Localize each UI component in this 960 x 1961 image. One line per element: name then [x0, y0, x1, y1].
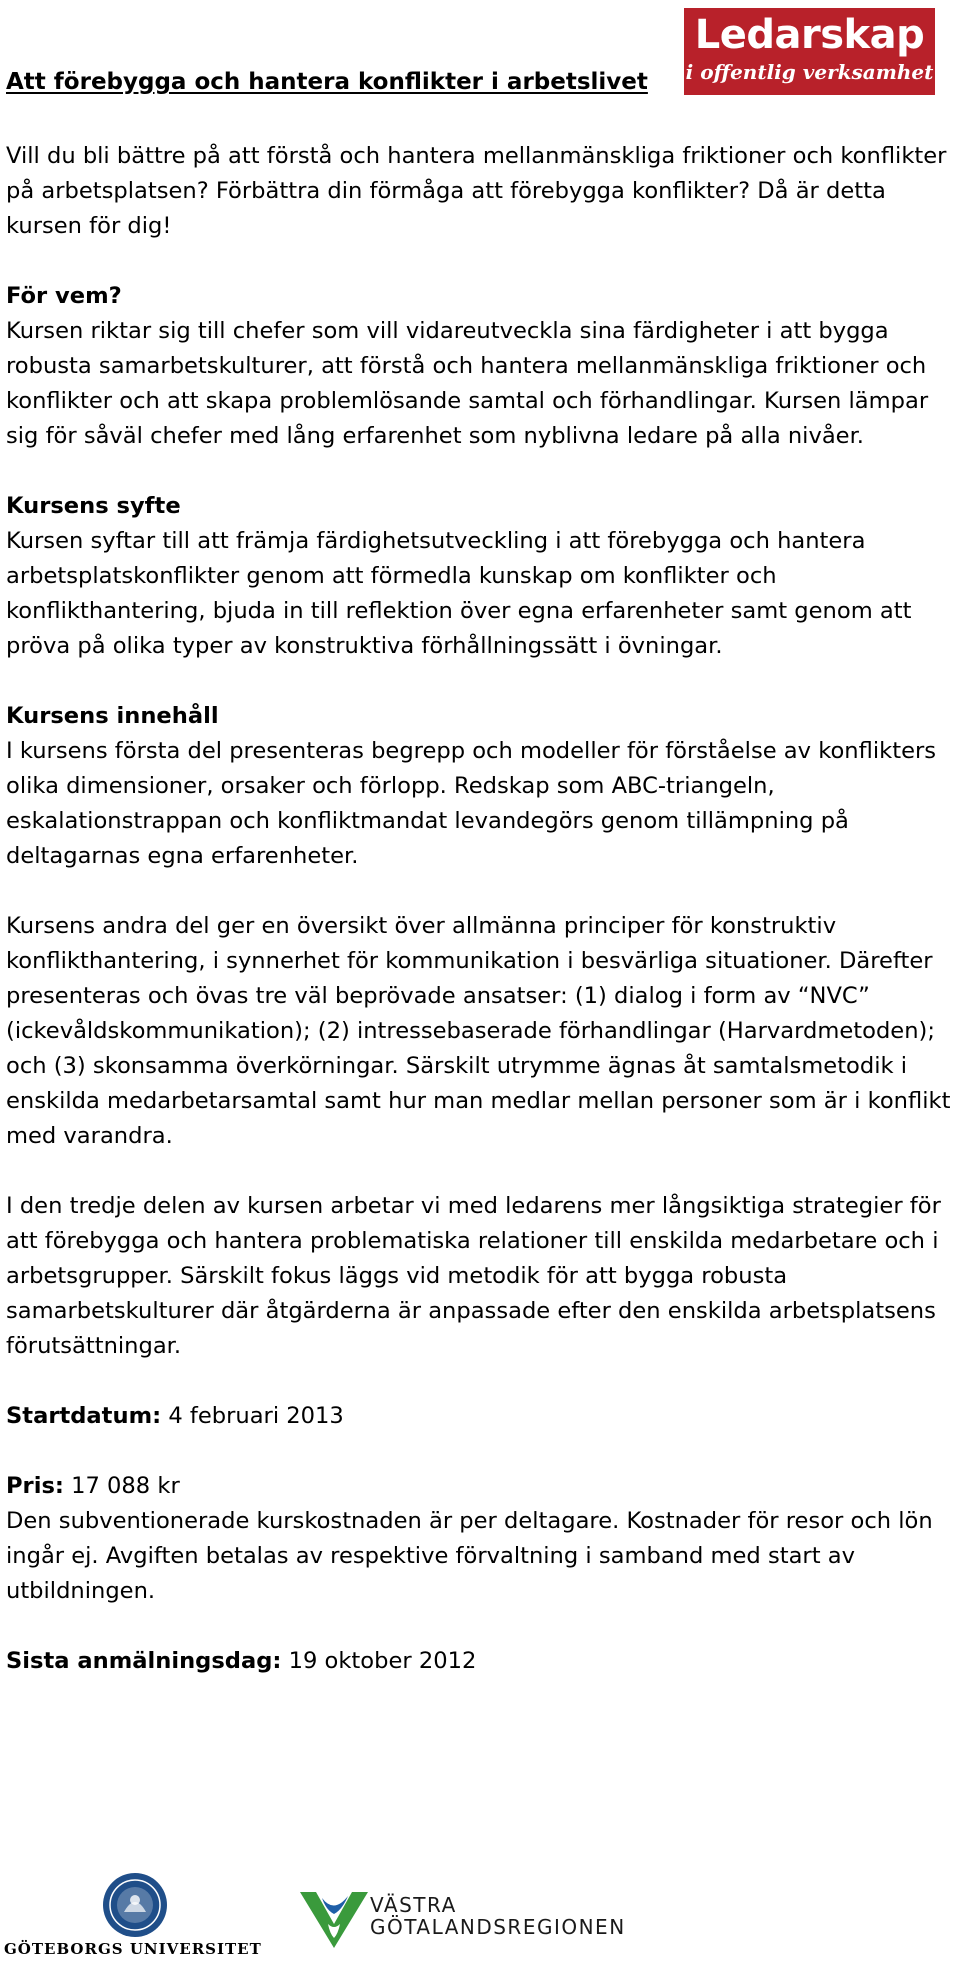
section-text: Kursens andra del ger en översikt över allmänna principer för konstruktiv konflikthantering, i synnerhet för kommunikation i besvärliga situationer. Därefter presenteras och övas tre väl beprövade ansatser: (1) dialog i form av “NVC” (ickevåldskommunikation); (2) intressebaserade förhandlingar (Harvardmetoden); och (3) skonsamma överkörningar. Särskilt utrymme ägnas åt samtalsmetodik i enskilda medarbetarsamtal samt hur man medlar mellan personer som är i konflikt med varandra.	[6, 913, 951, 1149]
deadline-label: Sista anmälningsdag:	[6, 1648, 282, 1674]
price-note: Den subventionerade kurskostnaden är per deltagare. Kostnader för resor och lön ingår ej. Avgiften betalas av respektive förvaltning i samband med start av utbildningen.	[6, 1508, 933, 1604]
document-body	[6, 139, 960, 1714]
ledarskap-logo	[684, 8, 935, 95]
section-heading: För vem?	[6, 283, 122, 309]
section-innehall	[6, 699, 960, 1364]
intro-paragraph: Vill du bli bättre på att förstå och hantera mellanmänskliga friktioner och konflikter på arbetsplatsen? Förbättra din förmåga att förebygga konflikter? Då är detta kursen för dig!	[6, 143, 947, 239]
price-value: 17 088 kr	[63, 1473, 180, 1499]
price	[6, 1469, 960, 1504]
section-for-vem	[6, 279, 960, 454]
vgr-line1: VÄSTRA	[370, 1893, 457, 1917]
section-text: Kursen riktar sig till chefer som vill vidareutveckla sina färdigheter i att bygga robusta samarbetskulturer, att förstå och hantera mellanmänskliga friktioner och konflikter och att skapa problemlösande samtal och förhandlingar. Kursen lämpar sig för såväl chefer med lång erfarenhet som nyblivna ledare på alla nivåer.	[6, 318, 929, 449]
vgr-logo	[298, 1884, 626, 1954]
section-heading: Kursens innehåll	[6, 703, 219, 729]
section-text: Kursen syftar till att främja färdighetsutveckling i att förebygga och hantera arbetsplatskonflikter genom att förmedla kunskap om konflikter och konflikthantering, bjuda in till reflektion över egna erfarenheter samt genom att pröva på olika typer av konstruktiva förhållningssätt i övningar.	[6, 528, 912, 659]
section-text: I den tredje delen av kursen arbetar vi med ledarens mer långsiktiga strategier för att förebygga och hantera problematiska relationer till enskilda medarbetare och i arbetsgrupper. Särskilt fokus läggs vid metodik för att bygga robusta samarbetskulturer där åtgärderna är anpassade efter den enskilda arbetsplatsens förutsättningar.	[6, 1193, 941, 1359]
start-date-value: 4 februari 2013	[161, 1403, 344, 1429]
vgr-line2: GÖTALANDSREGIONEN	[370, 1915, 626, 1939]
start-date	[6, 1399, 960, 1434]
gu-name: GÖTEBORGS UNIVERSITET	[4, 1940, 262, 1958]
page-title: Att förebygga och hantera konflikter i arbetslivet	[6, 69, 648, 95]
vgr-mark-icon	[298, 1884, 372, 1952]
vgr-text	[370, 1894, 626, 1938]
section-syfte	[6, 489, 960, 664]
start-date-label: Startdatum:	[6, 1403, 162, 1429]
logo-main-text: Ledarskap	[694, 12, 925, 58]
section-heading: Kursens syfte	[6, 493, 181, 519]
deadline-value: 19 oktober 2012	[281, 1648, 477, 1674]
section-text: I kursens första del presenteras begrepp och modeller för förståelse av konflikters olika dimensioner, orsaker och förlopp. Redskap som ABC-triangeln, eskalationstrappan och konfliktmandat levandegörs genom tillämpning på deltagarnas egna erfarenheter.	[6, 738, 937, 869]
price-label: Pris:	[6, 1473, 64, 1499]
gu-logo	[4, 1872, 266, 1958]
price-block	[6, 1469, 960, 1609]
gu-seal-icon	[102, 1872, 168, 1938]
logo-sub-text: i offentlig verksamhet	[685, 60, 934, 84]
registration-deadline	[6, 1644, 960, 1679]
